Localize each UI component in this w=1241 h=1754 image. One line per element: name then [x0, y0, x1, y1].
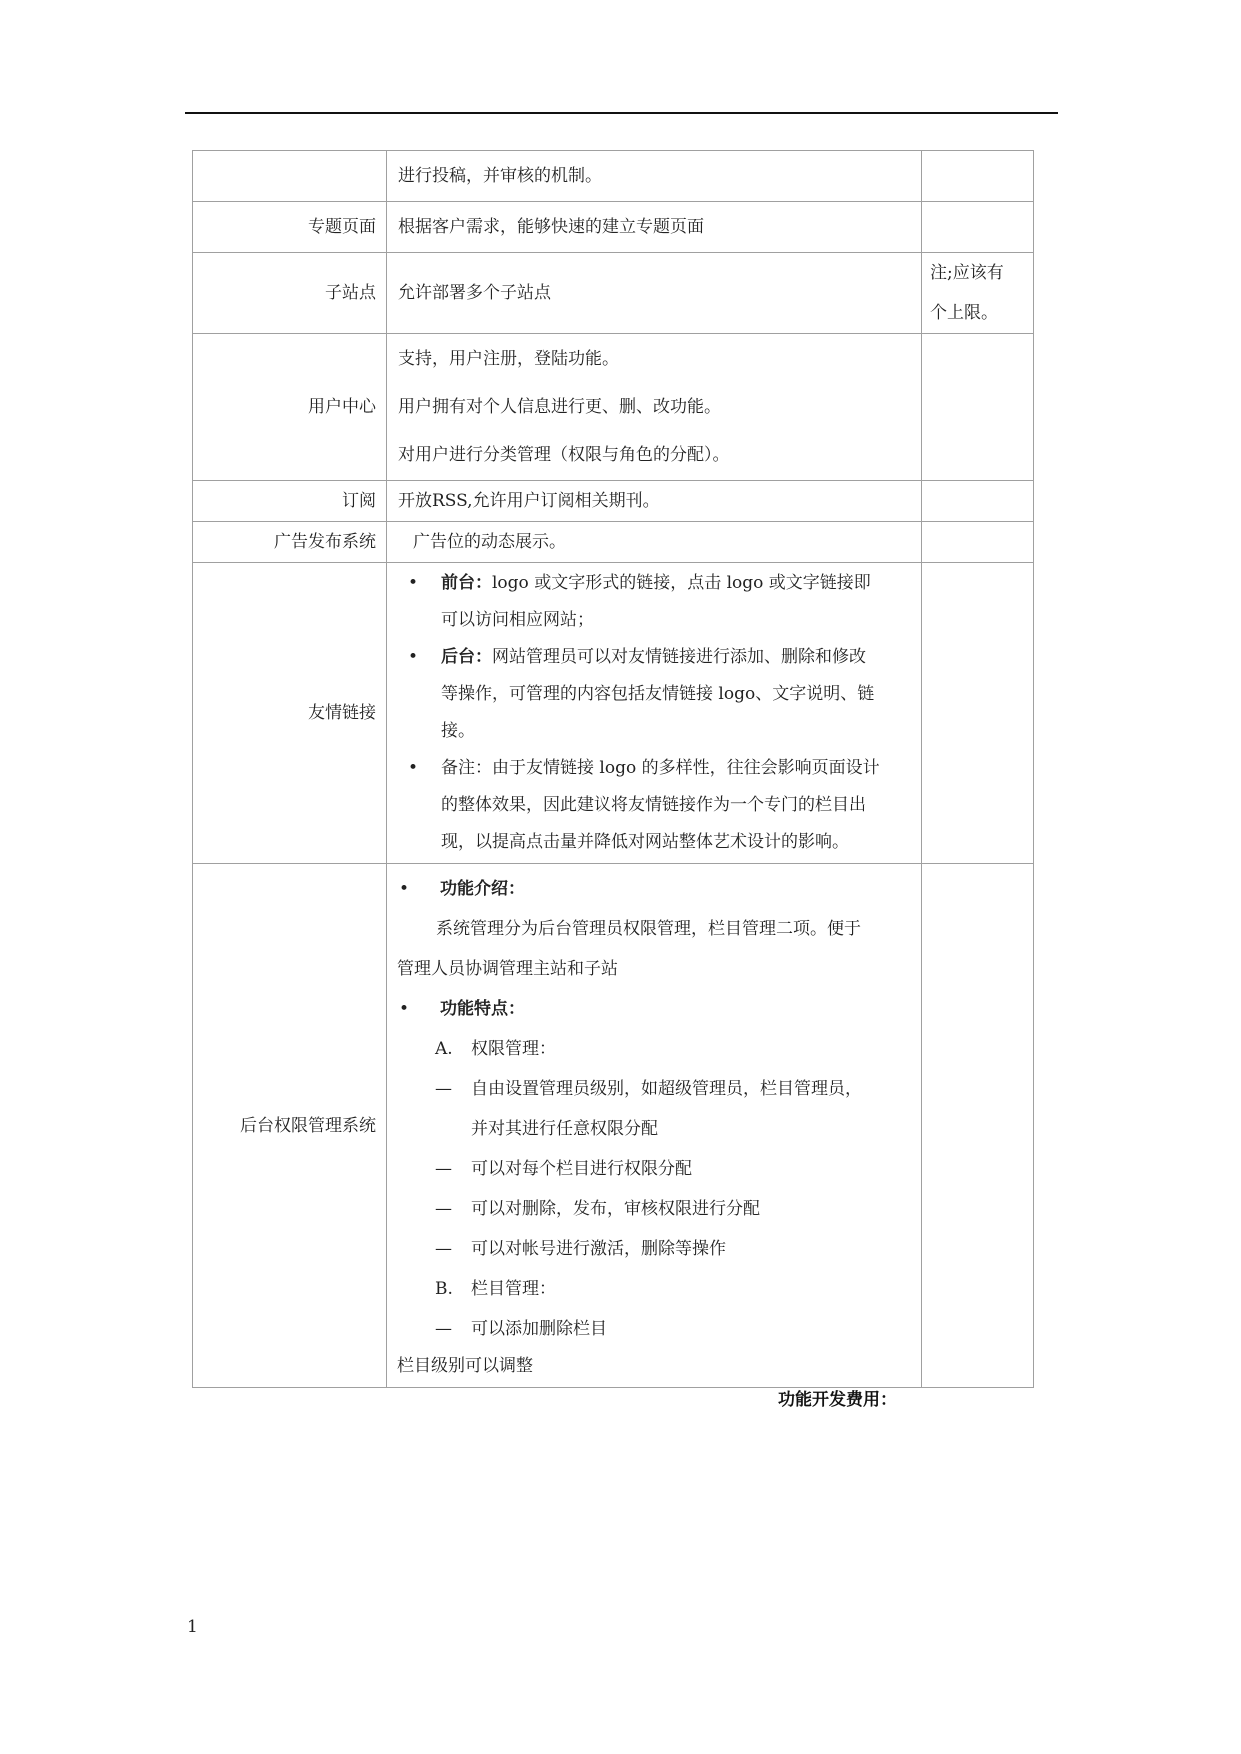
list-item: [397, 1069, 911, 1109]
table-row: [193, 563, 1034, 864]
row-content: [387, 522, 922, 563]
item-text: 可以添加删除栏目: [471, 1318, 607, 1339]
features-title: 功能特点：: [440, 998, 525, 1019]
item-text: 现，以提高点击量并降低对网站整体艺术设计的影响。: [441, 832, 849, 852]
row-content: [387, 864, 922, 1388]
note-line: 注;应该有: [930, 263, 1004, 283]
item-text: 备注：由于友情链接 logo 的多样性，往往会影响页面设计: [441, 758, 880, 778]
bullet-icon: •: [408, 573, 419, 593]
intro-line: 管理人员协调管理主站和子站: [397, 958, 618, 979]
dash-icon: —: [435, 1158, 452, 1179]
list-item: [397, 1189, 911, 1229]
tail-line: 栏目级别可以调整: [397, 1355, 533, 1376]
cost-label: 功能开发费用：: [778, 1390, 897, 1410]
table-row: [193, 151, 1034, 202]
dash-icon: —: [435, 1318, 452, 1339]
row-note: [922, 522, 1034, 563]
content-line: 支持，用户注册，登陆功能。: [398, 349, 619, 369]
item-title: 后台：: [441, 647, 492, 667]
list-item: [397, 1229, 911, 1269]
table-row: [193, 522, 1034, 563]
item-text: 可以对删除，发布，审核权限进行分配: [471, 1198, 760, 1219]
section-b: [397, 1269, 911, 1309]
section-a: [397, 1029, 911, 1069]
row-note: [922, 563, 1034, 864]
row-note: [922, 151, 1034, 202]
row-note: [922, 481, 1034, 522]
table-row: [193, 481, 1034, 522]
row-label: 专题页面: [193, 202, 387, 253]
feature-table: [192, 150, 1034, 1388]
list-item: [397, 989, 911, 1029]
list-item: [397, 1309, 911, 1349]
list-item: [398, 750, 911, 861]
row-label: [193, 151, 387, 202]
row-label: 用户中心: [193, 334, 387, 481]
row-label: 子站点: [193, 253, 387, 334]
item-text: 的整体效果，因此建议将友情链接作为一个专门的栏目出: [441, 795, 866, 815]
section-title: 栏目管理：: [471, 1278, 556, 1299]
content-text: 广告位的动态展示。: [413, 532, 566, 552]
item-text: logo 或文字形式的链接，点击 logo 或文字链接即: [492, 573, 871, 593]
section-marker: B.: [435, 1278, 453, 1299]
row-label: 后台权限管理系统: [193, 864, 387, 1388]
dash-icon: —: [435, 1198, 452, 1219]
row-content: 根据客户需求，能够快速的建立专题页面: [387, 202, 922, 253]
intro-title: 功能介绍：: [440, 878, 525, 899]
item-text: 可以访问相应网站；: [441, 610, 594, 630]
list-item: [398, 639, 911, 750]
row-content: [387, 334, 922, 481]
row-note: [922, 253, 1034, 334]
bullet-icon: •: [399, 878, 410, 899]
item-title: 前台：: [441, 573, 492, 593]
section-marker: A.: [435, 1038, 453, 1059]
bullet-icon: •: [408, 758, 419, 778]
bullet-icon: •: [399, 998, 410, 1019]
note-line: 个上限。: [930, 303, 998, 323]
admin-features: [397, 869, 911, 1383]
links-list: [398, 565, 911, 861]
table-row: [193, 334, 1034, 481]
row-content: [387, 563, 922, 864]
item-text: 并对其进行任意权限分配: [471, 1118, 658, 1139]
page-number: 1: [187, 1617, 198, 1637]
item-text: 可以对帐号进行激活，删除等操作: [471, 1238, 726, 1259]
row-note: [922, 334, 1034, 481]
table-row: [193, 253, 1034, 334]
section-title: 权限管理：: [471, 1038, 556, 1059]
bullet-icon: •: [408, 647, 419, 667]
row-label: 广告发布系统: [193, 522, 387, 563]
row-note: [922, 202, 1034, 253]
row-content: 开放RSS,允许用户订阅相关期刊。: [387, 481, 922, 522]
dash-icon: —: [435, 1078, 452, 1099]
list-item: [398, 565, 911, 639]
dash-icon: —: [435, 1238, 452, 1259]
row-note: [922, 864, 1034, 1388]
item-text: 等操作，可管理的内容包括友情链接 logo、文字说明、链: [441, 684, 875, 704]
row-label: 友情链接: [193, 563, 387, 864]
header-rule: [185, 112, 1058, 114]
row-content: 进行投稿，并审核的机制。: [387, 151, 922, 202]
list-item: [397, 1149, 911, 1189]
content-line: 用户拥有对个人信息进行更、删、改功能。: [398, 397, 721, 417]
row-label: 订阅: [193, 481, 387, 522]
item-text: 可以对每个栏目进行权限分配: [471, 1158, 692, 1179]
item-text: 接。: [441, 721, 475, 741]
table-row: [193, 864, 1034, 1388]
content-line: 对用户进行分类管理（权限与角色的分配）。: [398, 445, 730, 465]
item-text: 自由设置管理员级别，如超级管理员，栏目管理员，: [471, 1078, 862, 1099]
list-item: [397, 869, 911, 909]
intro-line: 系统管理分为后台管理员权限管理，栏目管理二项。便于: [436, 918, 861, 939]
table-row: [193, 202, 1034, 253]
item-text: 网站管理员可以对友情链接进行添加、删除和修改: [492, 647, 866, 667]
row-content: 允许部署多个子站点: [387, 253, 922, 334]
